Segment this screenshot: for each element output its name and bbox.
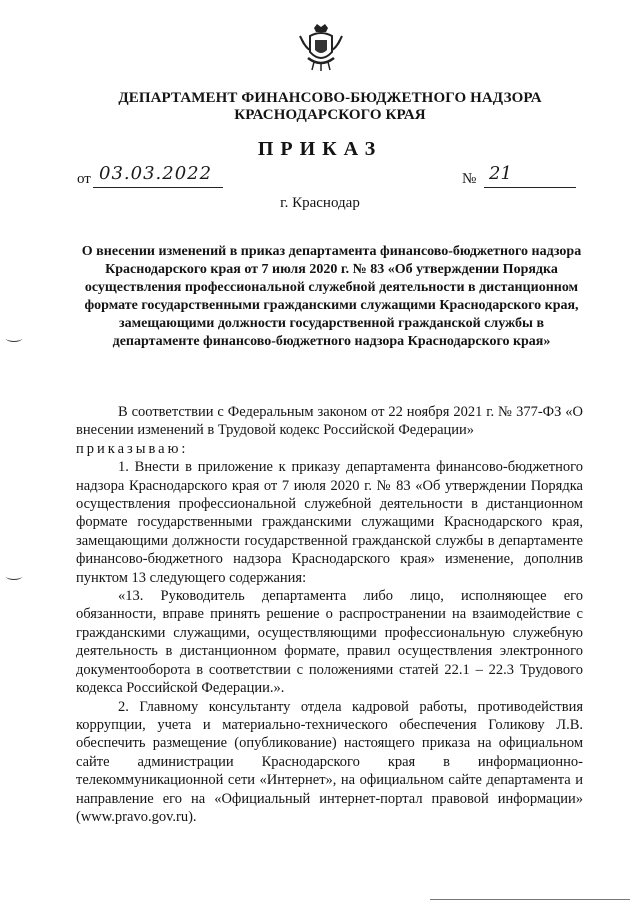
order-verb: приказываю: bbox=[76, 440, 189, 457]
margin-mark bbox=[6, 573, 22, 580]
handwritten-number: 21 bbox=[489, 163, 512, 184]
item-1-paragraph: 1. Внести в приложение к приказу департамента финансово-бюджетного надзора Краснодарского края от 7 июля 2020 г. № 83 «Об утверждении Порядка осуществления профессиональной служебной деятельности в дистанционном формате государственными гражданскими служащими Краснодарского края, замещающими должности государственной гражданской службы в департаменте финансово-бюджетного надзора Краснодарского края» изменение, дополнив пунктом 13 следующего содержания: bbox=[76, 459, 583, 586]
order-title: О внесении изменений в приказ департамента финансово-бюджетного надзора Краснодарского края от 7 июля 2020 г. № 83 «Об утверждении Порядка осуществления профессиональной служебной деятельности в дистанционном формате государственными гражданскими служащими Краснодарского края, замещающими должности государственной гражданской службы в департаменте финансово-бюджетного надзора Краснодарского края» bbox=[81, 244, 582, 349]
department-name-line1: ДЕПАРТАМЕНТ ФИНАНСОВО-БЮДЖЕТНОГО НАДЗОРА bbox=[118, 90, 542, 106]
city-label: г. Краснодар bbox=[280, 195, 360, 211]
intro-paragraph: В соответствии с Федеральным законом от 22 ноября 2021 г. № 377-ФЗ «О внесении изменений в Трудовой кодекс Российской Федерации» bbox=[76, 404, 583, 439]
date-prefix-label: от bbox=[77, 171, 91, 187]
date-underline bbox=[93, 187, 223, 188]
item-2-paragraph: 2. Главному консультанту отдела кадровой работы, противодействия коррупции, учета и материально-технического обеспечения Голикову Л.В. обеспечить размещение (опубликование) настоящего приказа на официальном сайте администрации Краснодарского края в информационно-телекоммуникационной сети «Интернет», на официальном сайте департамента и направление его на «Официальный интернет-портал правовой информации» (www.pravo.gov.ru). bbox=[76, 698, 583, 825]
item-1-quote-paragraph: «13. Руководитель департамента либо лицо, исполняющее его обязанности, вправе принять решение о распространении на взаимодействие с гражданскими служащими, осуществляющими профессиональную служебную деятельность в дистанционном формате, правил осуществления электронного документооборота в соответствии с положениями статей 22.1 – 22.3 Трудового кодекса Российской Федерации.». bbox=[76, 588, 583, 697]
handwritten-date: 03.03.2022 bbox=[99, 163, 213, 184]
margin-mark bbox=[6, 335, 22, 342]
coat-of-arms-emblem bbox=[298, 22, 344, 72]
document-type-heading: ПРИКАЗ bbox=[257, 138, 383, 160]
number-underline bbox=[484, 187, 576, 188]
department-name-line2: КРАСНОДАРСКОГО КРАЯ bbox=[234, 107, 426, 123]
page-bottom-rule bbox=[430, 899, 630, 900]
order-body bbox=[76, 403, 583, 826]
number-prefix-label: № bbox=[462, 171, 477, 187]
